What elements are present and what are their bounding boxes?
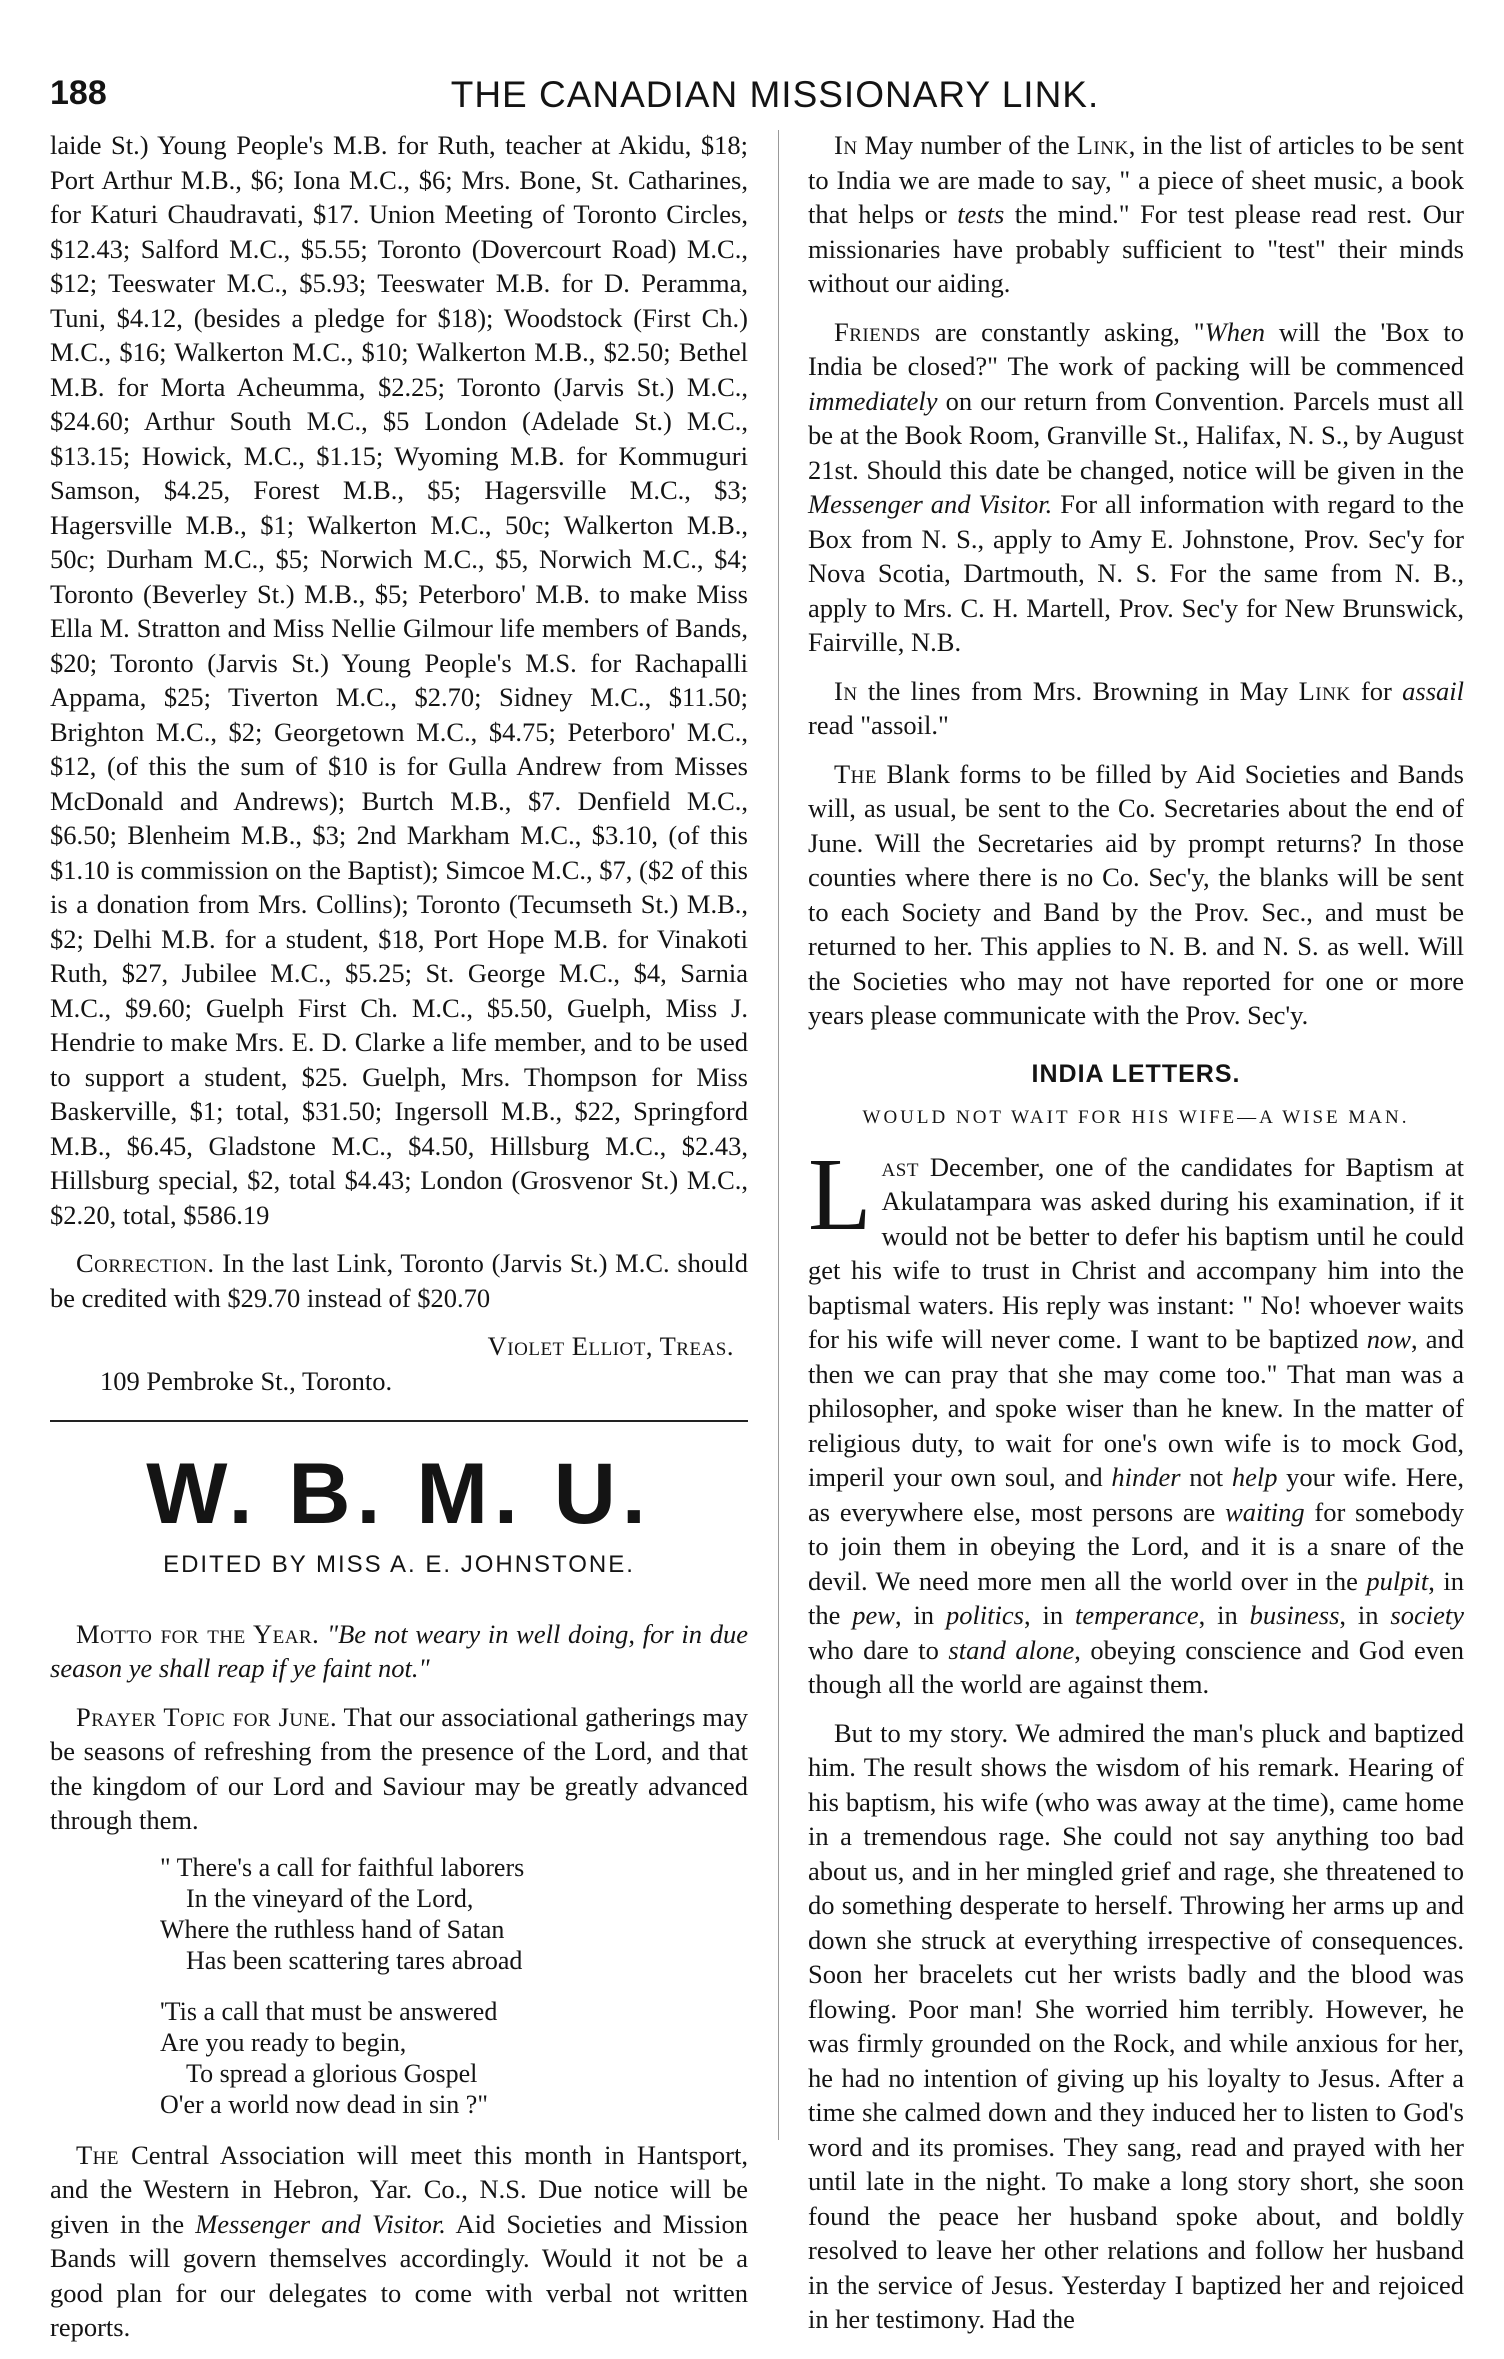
paragraph-text: read "assoil." [808,710,949,740]
emphasis-text: help [1231,1462,1278,1492]
treasurer-signature: Violet Elliot, Treas. [487,1331,734,1361]
emphasis-text: pulpit [1366,1565,1429,1596]
paragraph-text: the lines from Mrs. Browning in May [857,675,1299,706]
emphasis-text: politics [945,1600,1024,1630]
paragraph-text: are constantly asking, " [920,316,1205,347]
correction-label: Correction. [76,1248,215,1278]
left-column [50,128,748,2359]
poem-line: 'Tis a call that must be answered [160,1996,498,2026]
paragraph-lead: In [834,675,858,706]
correction-notice [50,1246,748,1315]
emphasis-text: waiting [1225,1496,1305,1527]
india-letters-heading: INDIA LETTERS. [1031,1059,1241,1088]
emphasis-text: stand alone [948,1634,1075,1665]
india-story-continuation: But to my story. We admired the man's pluck and baptized him. The result shows the wisdom of his remark. Hearing of his baptism, his wife (who was away at the time), came home in a tremendous rage. She could not say anything too bad about us, and in her mingled grief and rage, she threatened to do something desperate to herself. Throwing her arms up and down she struck at everything irrespective of consequences. Soon her bracelets cut her wrists badly and the blood was flowing. Poor man! She worried him terribly. However, he was firmly grounded on the Rock, and while anxious for her, he had no intention of giving up his loyalty to Jesus. After a time she calmed down and they induced her to listen to God's word and its promises. They sang, read and prayed with her until late in the night. To make a long story short, she soon found the peace her husband spoke about, and boldly resolved to leave her other relations and follow her husband in the service of Jesus. Yesterday I baptized her and rejoiced in her testimony. Had the [808,1717,1464,2334]
motto-label: Motto for the Year. [76,1618,320,1649]
browning-erratum-paragraph [808,674,1464,743]
paragraph-lead: Friends [834,316,921,347]
stanza-break [160,1976,748,1996]
treasurer-address: 109 Pembroke St., Toronto. [100,1365,393,1396]
paragraph-text: , in [1023,1600,1075,1630]
india-letters-subheading: WOULD NOT WAIT FOR HIS WIFE—A WISE MAN. [862,1107,1410,1128]
paragraph-text: who dare to [808,1634,949,1665]
central-association-label: The [76,2139,120,2170]
prayer-topic-label: Prayer Topic for June. [76,1701,338,1732]
poem-line: Are you ready to begin, [160,2027,407,2057]
india-story-paragraph [808,1136,1465,1702]
paragraph-text: on our return from Convention. Parcels must all be at the Book Room, Granville St., Halifax, N. S., by August 21st. Should this date be changed, notice will be given in the [808,385,1464,485]
emphasis-text: temperance [1074,1600,1199,1630]
paragraph-text: Blank forms to be filled by Aid Societies and Bands will, as usual, be sent to the Co. Secretaries about the end of June. Will the Secretaries aid by prompt returns? In those counties where there is no Co. Sec'y, the blanks will be sent to each Society and Band by the Prov. Sec., and must be returned to her. This applies to N. B. and N. S. as well. Will the Societies who may not have reported for one or more years please communicate with the Prov. Sec'y. [808,758,1464,1030]
right-column [808,128,1464,2351]
contributions-list: laide St.) Young People's M.B. for Ruth, teacher at Akidu, $18; Port Arthur M.B., $6; Iona M.C., $6; Mrs. Bone, St. Catharines, for Katuri Chaudravati, $17. Union Meeting of Toronto Circles, $12.43; Salford M.C., $5.55; Toronto (Dovercourt Road) M.C., $12; Teeswater M.C., $5.93; Teeswater M.B. for D. Peramma, Tuni, $4.12, (besides a pledge for $18); Woodstock (First Ch.) M.C., $16; Walkerton M.C., $10; Walkerton M.B., $2.50; Bethel M.B. for Morta Acheumma, $2.25; Toronto (Jarvis St.) M.C., $24.60; Arthur South M.C., $5 London (Adelade St.) M.C., $13.15; Howick, M.C., $1.15; Wyoming M.B. for Kommuguri Samson, $4.25, Forest M.B., $5; Hagersville M.C., $3; Hagersville M.B., $1; Walkerton M.C., 50c; Walkerton M.B., 50c; Durham M.C., $5; Norwich M.C., $5, Norwich M.C., $4; Toronto (Beverley St.) M.B., $5; Peterboro' M.B. to make Miss Ella M. Stratton and Miss Nellie Gilmour life members of Bands, $20; Toronto (Jarvis St.) Young People's M.S. for Rachapalli Appama, $25; Tiverton M.C., $2.70; Sidney M.C., $11.50; Brighton M.C., $2; Georgetown M.C., $4.75; Peterboro' M.C., $12, (of this the sum of $10 is for Gulla Andrew from Misses McDonald and Andrews); Burtch M.B., $7. Denfield M.C., $6.50; Blenheim M.B., $3; 2nd Markham M.C., $3.10, (of this $1.10 is commission on the Baptist); Simcoe M.C., $7, ($2 of this is a donation from Mrs. Collins); Toronto (Tecumseth St.) M.B., $2; Delhi M.B. for a student, $18, Port Hope M.B. for Vinakoti Ruth, $27, Jubilee M.C., $5.25; St. George M.C., $4, Sarnia M.C., $9.60; Guelph First Ch. M.C., $5.50, Guelph, Miss J. Hendrie to make Mrs. E. D. Clarke a life member, and to be used to support a student, $25. Guelph, Mrs. Thompson for Miss Baskerville, $1; total, $31.50; Ingersoll M.B., $22, Springford M.B., $6.45, Gladstone M.C., $4.50, Hillsburg M.C., $2.43, Hillsburg special, $2, total $4.43; London (Grosvenor St.) M.C., $2.20, total, $586.19 [50,130,748,1230]
emphasis-text: tests [957,199,1005,229]
prayer-topic-text: That our associational gatherings may be seasons of refreshing from the presence of the Lord, and that the kingdom of our Lord and Saviour may be greatly advanced through them. [50,1701,748,1835]
central-association-paragraph [50,2138,748,2345]
paragraph-text: , in the [808,1565,1464,1630]
paragraph-lead: In [834,130,858,160]
poem-line: In the vineyard of the Lord, [186,1883,474,1913]
section-divider [50,1420,748,1422]
emphasis-text: pew [852,1600,895,1630]
drop-cap: L [808,1136,872,1252]
paragraph-text: , in [1198,1600,1250,1630]
correction-text: In the last Link, Toronto (Jarvis St.) M.C. should be credited with $29.70 instead of $20.70 [50,1248,748,1313]
emphasis-text: society [1390,1600,1464,1630]
publication-title: Messenger and Visitor. [808,489,1053,519]
wbmu-title: W. B. M. U. [146,1446,652,1542]
motto-paragraph [50,1617,748,1686]
prayer-topic-paragraph [50,1700,748,1838]
poem-line: O'er a world now dead in sin ?" [160,2089,488,2119]
paragraph-text: for somebody to join them in obeying the Lord, and it is a snare of the devil. We need more men all the world over in the [808,1496,1464,1596]
erratum-paragraph [808,128,1464,301]
column-divider [778,130,779,2140]
page-header [50,74,1460,122]
paragraph-text: will the 'Box to India be closed?" The work of packing will be commenced [808,316,1464,381]
motto-text: "Be not weary in well doing, for in due season ye shall reap if ye faint not." [50,1618,749,1683]
poem-line: " There's a call for faithful laborers [160,1852,525,1882]
paragraph-text: , in [1339,1600,1391,1630]
poem-line: To spread a glorious Gospel [186,2058,478,2088]
paragraph-lead: ast [881,1151,919,1182]
paragraph-text: , in [894,1600,946,1630]
emphasis-text: immediately [808,385,938,416]
publication-title: Messenger and Visitor. [195,2208,446,2239]
publication-name: Link [1298,675,1351,706]
emphasis-text: hinder [1111,1462,1181,1492]
emphasis-text: When [1204,316,1265,347]
emphasis-text: business [1249,1600,1340,1630]
paragraph-text: not [1180,1462,1232,1492]
emphasis-text: assail [1402,675,1464,706]
paragraph-text: , and then we can pray that she may come too." That man was a philosopher, and spoke wiser than he knew. In the matter of religious duty, to wait for one's own wife is to mock God, imperil your own soul, and [808,1324,1465,1492]
paragraph-text: Aid Societies and Mission Bands will govern themselves accordingly. Would it not be a good plan for our delegates to come with verbal not written reports. [50,2208,748,2342]
paragraph-text: your wife. Here, as everywhere else, most persons are [808,1462,1464,1527]
paragraph-text: For all information with regard to the Box from N. S., apply to Amy E. Johnstone, Prov. Sec'y for Nova Scotia, Dartmouth, N. S. For the same from N. B., apply to Mrs. C. H. Martell, Prov. Sec'y for New Brunswick, Fairville, N.B. [808,489,1465,657]
poem [160,1852,748,2120]
paragraph-text: for [1350,675,1403,706]
box-to-india-paragraph [808,315,1464,660]
poem-line: Has been scattering tares abroad [186,1945,523,1975]
paragraph-text: May number of the [857,130,1077,160]
paragraph-text: Central Association will meet this month in Hantsport, and the Western in Hebron, Yar. Co., N.S. Due notice will be given in the [50,2139,748,2239]
poem-line: Where the ruthless hand of Satan [160,1914,505,1944]
emphasis-text: now [1366,1324,1411,1354]
paragraph-text: , in the list of articles to be sent to India we are made to say, " a piece of sheet music, a book that helps or [808,130,1464,229]
page-number: 188 [50,74,107,112]
paragraph-text: December, one of the candidates for Baptism at Akulatampara was asked during his examination, if it would not be better to defer his baptism until he could get his wife to trust in Christ and accompany him into the baptismal waters. His reply was instant: " No! whoever waits for his wife will never come. I want to be baptized [808,1151,1464,1354]
blank-forms-paragraph [808,757,1464,1033]
paragraph-lead: The [834,758,878,789]
paragraph-text: the mind." For test please read rest. Our missionaries have probably sufficient to "test" their minds without our aiding. [808,199,1464,298]
paragraph-text: , obeying conscience and God even though all the world are against them. [808,1634,1464,1699]
publication-name: Link [1076,130,1129,160]
running-title: THE CANADIAN MISSIONARY LINK. [450,74,1100,115]
wbmu-editor-line: EDITED BY MISS A. E. JOHNSTONE. [163,1551,635,1578]
